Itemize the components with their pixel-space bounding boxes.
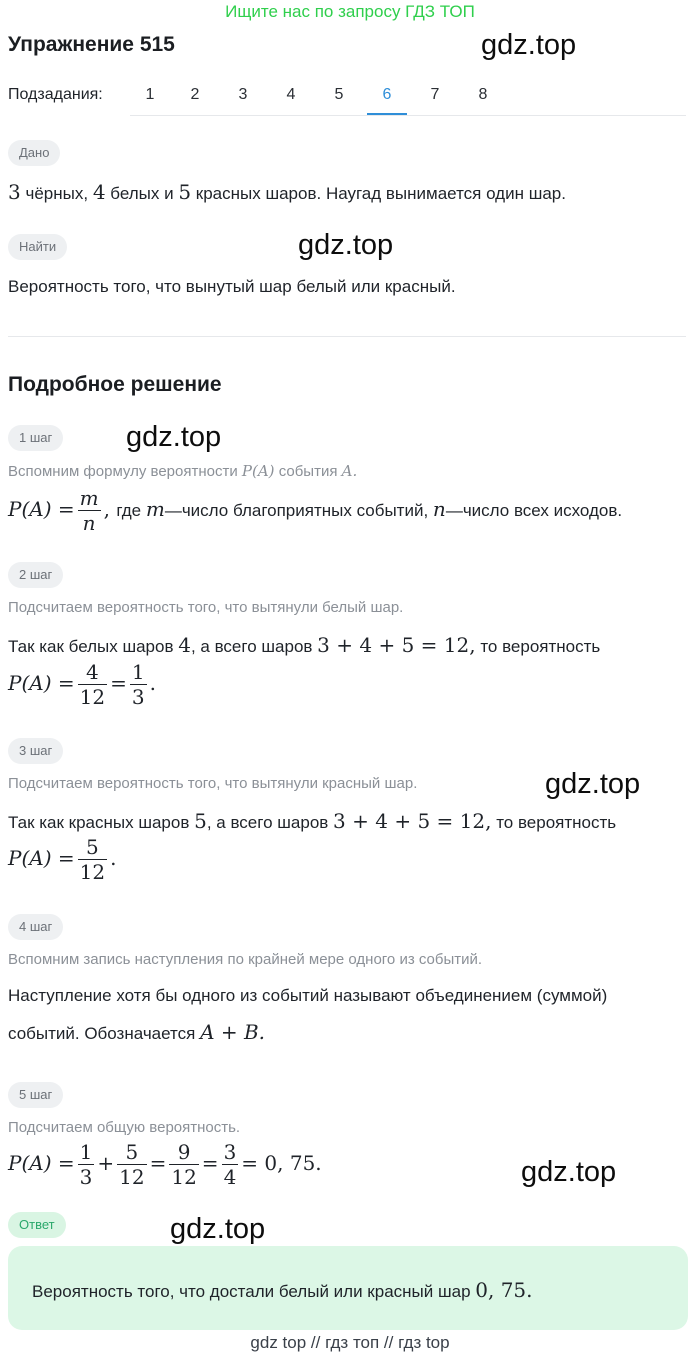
answer-badge: Ответ <box>8 1212 66 1238</box>
promo-banner[interactable]: Ищите нас по запросу ГДЗ ТОП <box>225 2 475 21</box>
step-4-badge: 4 шаг <box>8 914 63 940</box>
step-1-badge: 1 шаг <box>8 425 63 451</box>
footer-links[interactable]: gdz top // гдз топ // гдз top <box>250 1333 450 1352</box>
watermark: gdz.top <box>545 768 641 800</box>
given-badge: Дано <box>8 140 60 166</box>
find-text: Вероятность того, что вынутый шар белый или красный. <box>8 277 456 296</box>
step-4-text-line1: Наступление хотя бы одного из событий называют объединением (суммой) <box>8 986 608 1005</box>
step-2-hint: Подсчитаем вероятность того, что вытянули белый шар. <box>8 599 404 616</box>
step-1-formula: P(A) = $\frac{m}{n}$ , где m—число благоприятных событий, n—число всех исходов. <box>8 486 623 535</box>
tab-7[interactable]: 7 <box>430 86 440 103</box>
tab-6[interactable]: 6 <box>382 86 392 103</box>
step-2-text: Так как белых шаров 4, а всего шаров 3 + 4 + 5 = 12, то вероятность <box>8 633 601 657</box>
solution-title: Подробное решение <box>8 373 222 396</box>
watermark: gdz.top <box>126 421 222 453</box>
step-2-badge: 2 шаг <box>8 562 63 588</box>
answer-box <box>8 1246 688 1330</box>
active-tab-indicator <box>367 113 407 115</box>
watermark: gdz.top <box>298 229 394 261</box>
step-3-text: Так как красных шаров 5, а всего шаров 3 + 4 + 5 = 12, то вероятность <box>8 809 617 833</box>
watermark: gdz.top <box>481 29 577 61</box>
given-text: 3 чёрных, 4 белых и 5 красных шаров. Наугад вынимается один шар. <box>8 180 566 204</box>
step-2-formula: P(A) = $\frac{4}{12}$ = $\frac{1}{3}$ . <box>8 660 156 709</box>
step-3-badge: 3 шаг <box>8 738 63 764</box>
step-4-hint: Вспомним запись наступления по крайней мере одного из событий. <box>8 951 483 968</box>
tab-3[interactable]: 3 <box>238 86 248 103</box>
subtasks-label: Подзадания: <box>8 86 103 103</box>
tab-1[interactable]: 1 <box>145 86 155 103</box>
tab-8[interactable]: 8 <box>478 86 488 103</box>
step-5-hint: Подсчитаем общую вероятность. <box>8 1119 241 1136</box>
step-5-formula: P(A) = $\frac{1}{3}$ + $\frac{5}{12}$ = $\frac{9}{12}$ = $\frac{3}{4}$ = 0, 75. <box>8 1140 322 1189</box>
tab-5[interactable]: 5 <box>334 86 344 103</box>
find-badge: Найти <box>8 234 67 260</box>
step-4-text-line2: событий. Обозначается A + B. <box>8 1020 266 1044</box>
divider <box>8 336 686 337</box>
tab-2[interactable]: 2 <box>190 86 200 103</box>
step-3-formula: P(A) = $\frac{5}{12}$ . <box>8 835 117 884</box>
answer-text: Вероятность того, что достали белый или красный шар 0, 75. <box>32 1278 533 1302</box>
tab-4[interactable]: 4 <box>286 86 296 103</box>
step-5-badge: 5 шаг <box>8 1082 63 1108</box>
subtasks-tabs <box>130 78 686 116</box>
page-title: Упражнение 515 <box>8 33 175 56</box>
watermark: gdz.top <box>170 1213 266 1245</box>
step-3-hint: Подсчитаем вероятность того, что вытянули красный шар. <box>8 775 418 792</box>
step-1-hint: Вспомним формулу вероятности P(A) события A. <box>8 462 358 480</box>
watermark: gdz.top <box>521 1156 617 1188</box>
